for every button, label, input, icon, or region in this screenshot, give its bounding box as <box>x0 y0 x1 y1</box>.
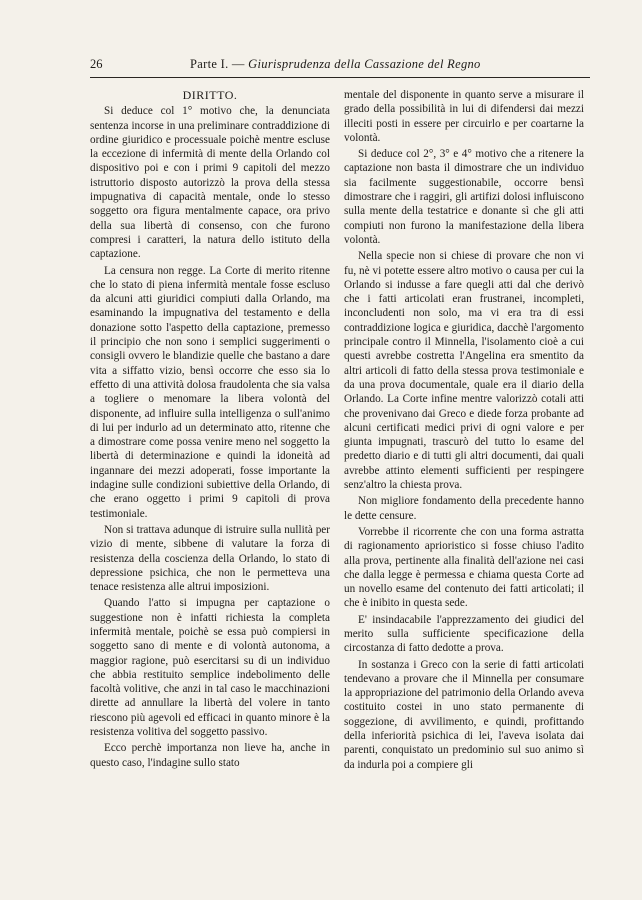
header-rule <box>90 77 590 78</box>
paragraph: Si deduce col 1° motivo che, la denunciata sentenza incorse in una preliminare contraddizione di ordine giuridico e processuale poichè mentre escluse la eccezione di infermità di mente della Orlando col dispositivo poi e con i primi 9 capitoli del mezzo istruttorio disposto autorizzò la prova della stessa impugnativa di capacità mentale, onde lo stesso soggetto ora figura mentalmente capace, ora privo della sua libertà di consenso, con che furono compresi i caratteri, la natura dello istituto della captazione. <box>90 105 330 261</box>
page-number: 26 <box>90 57 103 71</box>
paragraph: La censura non regge. La Corte di merito ritenne che lo stato di piena infermità mentale fosse escluso da alcuni atti giuridici compiuti dalla Orlando, ma esaminando la impugnativa del testamento e della donazione sotto l'aspetto della captazione, premesso il principio che non sono i semplici suggerimenti o consigli ovvero le blandizie quelle che bastano a dare vita a siffatto vizio, bensì occorre che esso sia lo effetto di una attività dolosa fraudolenta che sia valsa a togliere o menomare la libera volontà del disponente, ad influire sulla intelligenza o sull'animo di lui per indurlo ad un determinato atto, ritenne che a dimostrare come possa venire meno nel soggetto la libertà di determinazione e quindi la idoneità ad ingannare dei mezzi adoperati, fosse importante la indagine sulle condizioni subiettive della Orlando, di che erano oggetto i primi 9 capitoli di prova testimoniale. <box>90 264 330 520</box>
running-header <box>90 57 590 75</box>
section-heading: DIRITTO. <box>182 88 238 102</box>
paragraph: Non si trattava adunque di istruire sulla nullità per vizio di mente, sibbene di valutare la forza di resistenza della coscienza della Orlando, lo stato di depressione psichica, che non le permetteva una tenace resistenza alle altrui imposizioni. <box>90 523 330 594</box>
paragraph: Si deduce col 2°, 3° e 4° motivo che a ritenere la captazione non basta il dimostrare che un individuo sia facilmente suggestionabile, occorre bensì dimostrare che i raggiri, gli artifizi dolosi influiscono sulla mente della testatrice e donante sì che gli atti compiuti non furono la manifestazione della libera volontà. <box>344 148 584 246</box>
paragraph-continued: mentale del disponente in quanto serve a misurare il grado della possibilità in lui di difendersi dai mezzi illeciti posti in essere per circuirlo e per coartarne la volontà. <box>344 89 584 144</box>
right-column <box>344 88 584 774</box>
paragraph: Ecco perchè importanza non lieve ha, anche in questo caso, l'indagine sullo stato <box>90 742 330 769</box>
paragraph: E' insindacabile l'apprezzamento dei giudici del merito sulla sufficiente specificazione della circostanza di fatto dedotte a prova. <box>344 613 584 655</box>
left-column <box>90 88 330 772</box>
paragraph: Non migliore fondamento della precedente hanno le dette censure. <box>344 495 584 522</box>
header-title <box>190 57 481 72</box>
paragraph: Nella specie non si chiese di provare che non vi fu, nè vi potette essere altro motivo o causa per cui la Orlando si indusse a fare quegli atti dal che derivò che i fatti articolati eran frustranei, incompleti, inconcludenti non solo, ma vi era tra di essi contraddizione logica e giuridica, dacchè l'argomento principale contro il Minnella, l'isolamento cioè a cui questi avrebbe costretta l'Angelina era smentito da altri articoli di fatto della stessa prova testimoniale e da una prova documentale, quale era il diario della Orlando. La Corte infine mentre valorizzò cotali atti che provenivano dai Greco e diede forza probante ad alcuni certificati medici privi di ogni valore e per giunta impugnati, trascurò del tutto lo esame del predetto diario e di tutti gli altri documenti, dai quali avrebbe attinto elementi sufficienti per respingere senz'altro la chiesta prova. <box>344 250 584 492</box>
header-section-title: Giurisprudenza della Cassazione del Regno <box>248 57 481 71</box>
paragraph: Vorrebbe il ricorrente che con una forma astratta di ragionamento aprioristico si fosse chiuso l'adito alla prova, pertinente alla finalità dell'azione nei casi che dalla legge è permessa e chiama questa Corte ad un novello esame del contenuto dei fatti articolati; il che è inibito in questa sede. <box>344 525 584 610</box>
header-part: Parte I. — <box>190 57 245 71</box>
paragraph: In sostanza i Greco con la serie di fatti articolati tendevano a provare che il Minnella per consumare la appropriazione del patrimonio della Orlando aveva costituito costei in uno stato permanente di soggezione, di avvilimento, e quindi, profittando della inferiorità psichica di lei, l'aveva isolata dai parenti, conquistato un predominio sul suo animo sì da indurla poi a compiere gli <box>344 658 584 771</box>
paragraph: Quando l'atto si impugna per captazione o suggestione non è infatti richiesta la completa infermità mentale, poichè se essa può compiersi in soggetto sano di mente e di volontà autonoma, a maggior ragione, può esercitarsi su di un individuo che abbia restituito semplice indebolimento delle facoltà volitive, che anzi in tal caso le macchinazioni dirette ad annullare la libertà del volere in tanto riescono più agevoli ed efficaci in quanto minore è la resistenza volitiva del soggetto passivo. <box>90 597 330 739</box>
